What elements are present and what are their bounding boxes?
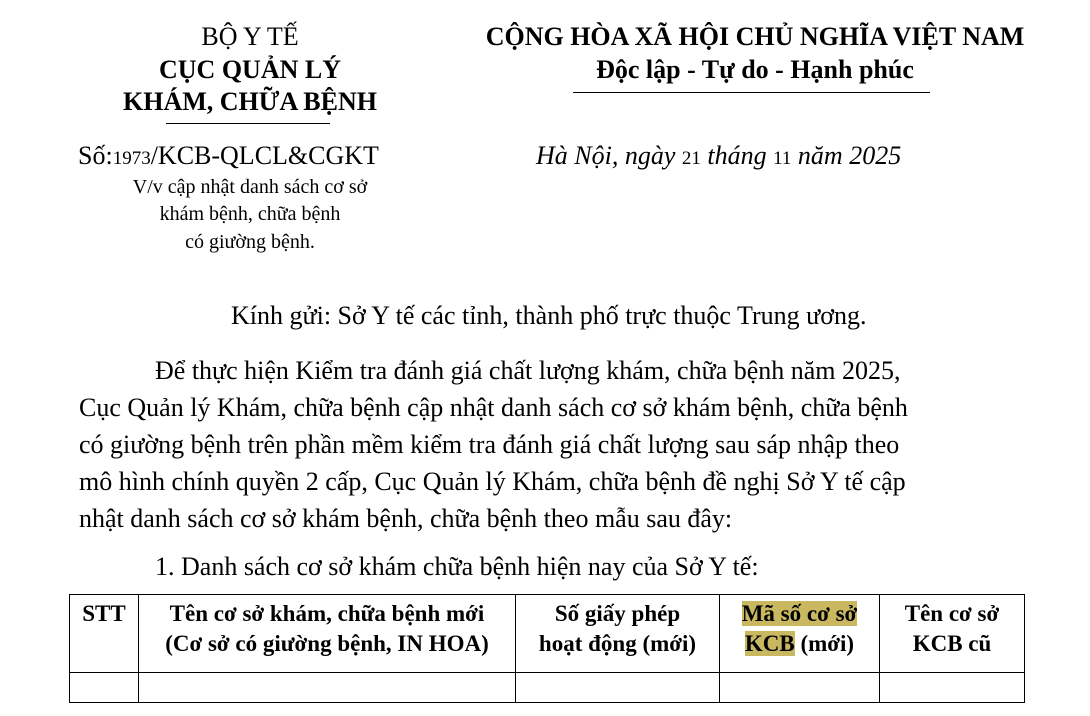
ministry-name: BỘ Y TẾ — [201, 22, 299, 51]
subject-line1: V/v cập nhật danh sách cơ sở — [132, 176, 368, 198]
list-item-1: 1. Danh sách cơ sở khám chữa bệnh hiện nay của Sở Y tế: — [155, 552, 759, 581]
table-row — [70, 673, 1025, 703]
date-month: 11 — [773, 148, 792, 169]
body-line1: Để thực hiện Kiểm tra đánh giá chất lượng khám, chữa bệnh năm 2025, — [155, 356, 901, 385]
table-cell[interactable] — [720, 673, 880, 703]
body-line4: mô hình chính quyền 2 cấp, Cục Quản lý Khám, chữa bệnh đề nghị Sở Y tế cập — [79, 467, 906, 496]
motto-underline — [573, 92, 930, 93]
body-line3: có giường bệnh trên phần mềm kiểm tra đánh giá chất lượng sau sáp nhập theo — [79, 430, 900, 459]
table-cell[interactable] — [516, 673, 720, 703]
recipient: Kính gửi: Sở Y tế các tỉnh, thành phố trực thuộc Trung ương. — [231, 301, 867, 330]
header-license-number: Số giấy phép hoạt động (mới) — [516, 595, 720, 673]
table-header-row — [70, 595, 1025, 673]
date-day: 21 — [681, 148, 701, 169]
highlight-facility-code: Mã số cơ sở — [741, 601, 858, 626]
header-stt: STT — [70, 595, 139, 673]
doc-number-prefix: Số: — [78, 141, 113, 170]
department-underline — [166, 123, 330, 124]
date-place: Hà Nội, ngày — [536, 141, 676, 170]
table-cell[interactable] — [70, 673, 139, 703]
table-cell[interactable] — [139, 673, 516, 703]
header-old-facility-name: Tên cơ sở KCB cũ — [880, 595, 1025, 673]
subject-line2: khám bệnh, chữa bệnh — [159, 203, 341, 225]
table-cell[interactable] — [880, 673, 1025, 703]
date-line — [536, 141, 901, 171]
date-year: năm 2025 — [797, 141, 902, 170]
body-line5: nhật danh sách cơ sở khám bệnh, chữa bệnh theo mẫu sau đây: — [79, 504, 733, 533]
header-facility-code — [720, 595, 880, 673]
document-number — [78, 141, 379, 171]
header-facility-code-suffix: (mới) — [794, 631, 855, 656]
national-motto: Độc lập - Tự do - Hạnh phúc — [596, 55, 914, 84]
national-name: CỘNG HÒA XÃ HỘI CHỦ NGHĨA VIỆT NAM — [485, 22, 1025, 51]
department-name-line2: KHÁM, CHỮA BỆNH — [123, 87, 377, 116]
date-month-label: tháng — [707, 141, 767, 170]
facility-table — [69, 594, 1025, 703]
header-new-facility-name: Tên cơ sở khám, chữa bệnh mới (Cơ sở có giường bệnh, IN HOA) — [139, 595, 516, 673]
department-name-line1: CỤC QUẢN LÝ — [159, 55, 341, 84]
doc-number-value: 1973 — [112, 148, 151, 169]
subject-line3: có giường bệnh. — [185, 231, 315, 253]
highlight-kcb: KCB — [744, 631, 795, 656]
doc-number-suffix: /KCB-QLCL&CGKT — [150, 141, 379, 170]
body-line2: Cục Quản lý Khám, chữa bệnh cập nhật danh sách cơ sở khám bệnh, chữa bệnh — [79, 393, 908, 422]
